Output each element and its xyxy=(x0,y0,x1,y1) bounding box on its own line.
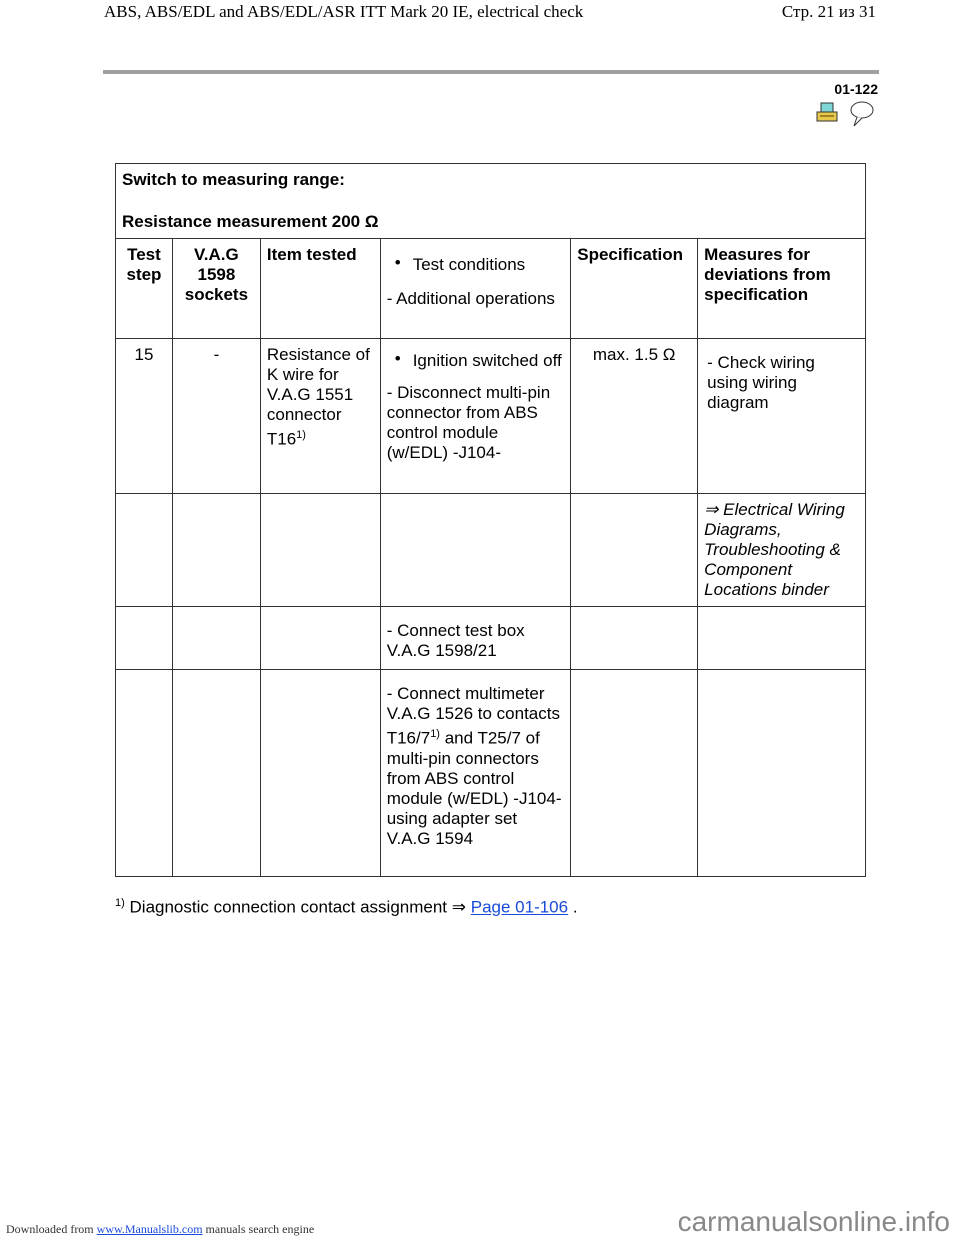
table-row xyxy=(116,670,866,877)
footer-suffix: manuals search engine xyxy=(202,1222,315,1236)
table-row xyxy=(116,339,866,494)
cell-condition: • Ignition switched off xyxy=(387,351,565,371)
range-value: Resistance measurement 200 Ω xyxy=(122,212,379,231)
table-row xyxy=(116,494,866,607)
range-title: Switch to measuring range: xyxy=(122,170,345,189)
measuring-range xyxy=(116,164,866,239)
download-footer xyxy=(6,1222,314,1237)
footnote-text: Diagnostic connection contact assignment ⇒ xyxy=(129,897,471,917)
document-title: ABS, ABS/EDL and ABS/EDL/ASR ITT Mark 20 IE, electrical check xyxy=(104,2,584,21)
manualslib-link[interactable]: www.Manualslib.com xyxy=(96,1222,203,1236)
footnote-ref: 1) xyxy=(430,728,440,740)
divider xyxy=(103,70,879,74)
item-text: Resistance of K wire for V.A.G 1551 connector T16 xyxy=(266,345,370,449)
footnote-end: . xyxy=(568,897,578,917)
col-additional-operations: - Additional operations xyxy=(386,289,555,308)
doc-code: 01-122 xyxy=(834,81,878,97)
col-measures: Measures for deviations from specification xyxy=(698,239,866,339)
op-text: - Connect multimeter V.A.G 1526 to contacts T16/7 xyxy=(386,684,560,748)
test-table xyxy=(115,163,866,877)
op-text: and T25/7 of multi-pin connectors from ABS control module (w/EDL) -J104- using adapter set V.A.G 1594 xyxy=(386,728,562,848)
cell-measures: - Check wiring using wiring diagram xyxy=(698,339,866,494)
page-indicator: Стр. 21 из 31 xyxy=(781,2,876,21)
col-specification: Specification xyxy=(571,239,698,339)
col-test-conditions: • Test conditions xyxy=(387,255,565,275)
cell-operation: - Disconnect multi-pin connector from ABS control module (w/EDL) -J104- xyxy=(386,383,551,462)
speech-bubble-icon[interactable] xyxy=(847,100,875,128)
col-item-tested: Item tested xyxy=(260,239,380,339)
footnote-ref: 1) xyxy=(296,429,306,441)
cell-sockets: - xyxy=(172,339,260,494)
footnote-mark: 1) xyxy=(115,897,125,909)
cell-item xyxy=(260,339,380,494)
cell-operation: - Connect test box V.A.G 1598/21 xyxy=(380,607,571,670)
footer-prefix: Downloaded from xyxy=(6,1222,97,1236)
table-row xyxy=(116,607,866,670)
watermark: carmanualsonline.info xyxy=(677,1206,950,1237)
printer-icon[interactable] xyxy=(815,100,839,124)
col-test-step: Test step xyxy=(116,239,173,339)
cell-spec: max. 1.5 Ω xyxy=(571,339,698,494)
col-sockets: V.A.G 1598 sockets xyxy=(172,239,260,339)
cell-operation xyxy=(380,670,571,877)
page-link[interactable]: Page 01-106 xyxy=(470,897,569,917)
footnote xyxy=(115,897,578,918)
cell-step: 15 xyxy=(116,339,173,494)
wiring-diagram-reference[interactable]: ⇒ Electrical Wiring Diagrams, Troubleshooting & Component Locations binder xyxy=(698,494,866,607)
